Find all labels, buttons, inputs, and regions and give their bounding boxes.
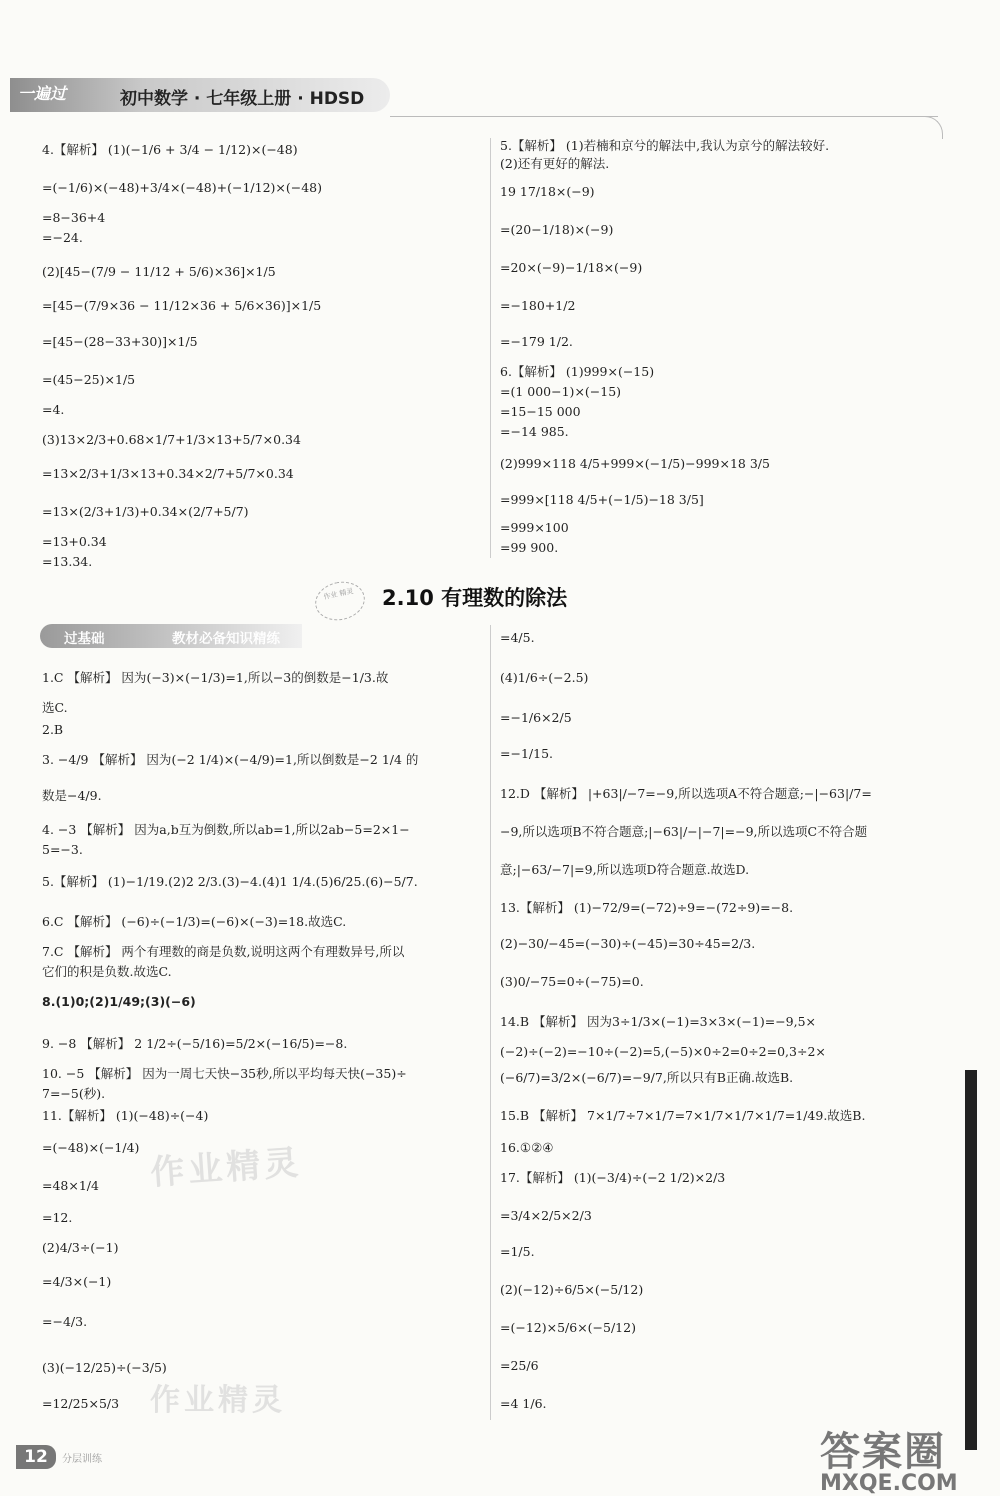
answer-line: 5.【解析】 (1)若楠和京兮的解法中,我认为京兮的解法较好.	[500, 138, 830, 153]
page-edge-bar	[965, 1070, 977, 1450]
answer-line: =−179 1/2.	[500, 334, 573, 349]
answer-line: =(1 000−1)×(−15)	[500, 384, 622, 399]
footer-label: 分层训练	[62, 1454, 102, 1465]
answer-line: 意;|−63/−7|=9,所以选项D符合题意.故选D.	[500, 862, 750, 877]
answer-line: =25/6	[500, 1358, 539, 1373]
answers-top-left	[42, 142, 482, 572]
answer-line: 11.【解析】 (1)(−48)÷(−4)	[42, 1108, 209, 1123]
answer-line: 14.B 【解析】 因为3÷1/3×(−1)=3×3×(−1)=−9,5×	[500, 1014, 817, 1029]
answer-line: =−14 985.	[500, 424, 569, 439]
column-divider-top	[490, 138, 491, 558]
answer-line: 17.【解析】 (1)(−3/4)÷(−2 1/2)×2/3	[500, 1170, 726, 1185]
answer-line: 10. −5 【解析】 因为一周七天快−35秒,所以平均每天快(−35)÷	[42, 1066, 407, 1081]
answer-line: =13.34.	[42, 554, 93, 569]
answer-line: (−6/7)=3/2×(−6/7)=−9/7,所以只有B正确.故选B.	[500, 1070, 794, 1085]
answer-line: 1.C 【解析】 因为(−3)×(−1/3)=1,所以−3的倒数是−1/3.故	[42, 670, 389, 685]
answer-line: =12.	[42, 1210, 73, 1225]
answer-line: =4/5.	[500, 630, 535, 645]
answer-line: (2)999×118 4/5+999×(−1/5)−999×18 3/5	[500, 456, 770, 471]
answer-line: 5=−3.	[42, 842, 83, 857]
answer-line: 4. −3 【解析】 因为a,b互为倒数,所以ab=1,所以2ab−5=2×1−	[42, 822, 410, 837]
answer-line: 9. −8 【解析】 2 1/2÷(−5/16)=5/2×(−16/5)=−8.	[42, 1036, 348, 1051]
answer-line: =20×(−9)−1/18×(−9)	[500, 260, 643, 275]
answer-line: =[45−(7/9×36 − 11/12×36 + 5/6×36)]×1/5	[42, 298, 322, 313]
header-rule-corner	[920, 116, 943, 139]
answer-line: =999×[118 4/5+(−1/5)−18 3/5]	[500, 492, 704, 507]
section-title: 2.10 有理数的除法	[382, 586, 568, 610]
stamp-logo: 作业 精灵	[312, 577, 369, 625]
answer-line: =−4/3.	[42, 1314, 88, 1329]
answer-line: =(−1/6)×(−48)+3/4×(−48)+(−1/12)×(−48)	[42, 180, 322, 195]
answer-line: (2)(−12)÷6/5×(−5/12)	[500, 1282, 644, 1297]
answer-line: 数是−4/9.	[42, 788, 102, 803]
answer-line: =8−36+4	[42, 210, 106, 225]
banner-right-label: 教材必备知识精练	[172, 631, 280, 647]
answer-line: =(20−1/18)×(−9)	[500, 222, 614, 237]
answer-line: =99 900.	[500, 540, 559, 555]
answer-line: (4)1/6÷(−2.5)	[500, 670, 589, 685]
answer-line: =−1/15.	[500, 746, 553, 761]
page-number: 12	[16, 1445, 56, 1469]
header-rule	[390, 116, 938, 117]
answer-line: 8.(1)0;(2)1/49;(3)(−6)	[42, 994, 196, 1009]
answer-line: (2)4/3÷(−1)	[42, 1240, 119, 1255]
answer-line: −9,所以选项B不符合题意;|−63|/−|−7|=−9,所以选项C不符合题	[500, 824, 868, 839]
answer-line: (3)13×2/3+0.68×1/7+1/3×13+5/7×0.34	[42, 432, 301, 447]
answer-line: =4/3×(−1)	[42, 1274, 112, 1289]
answer-line: =15−15 000	[500, 404, 581, 419]
answer-line: =[45−(28−33+30)]×1/5	[42, 334, 198, 349]
answer-line: =−180+1/2	[500, 298, 576, 313]
answer-line: 4.【解析】 (1)(−1/6 + 3/4 − 1/12)×(−48)	[42, 142, 298, 157]
answer-line: =48×1/4	[42, 1178, 99, 1193]
answer-line: 选C.	[42, 700, 68, 715]
answer-line: (2)−30/−45=(−30)÷(−45)=30÷45=2/3.	[500, 936, 756, 951]
answer-line: =1/5.	[500, 1244, 535, 1259]
answer-line: (−2)÷(−2)=−10÷(−2)=5,(−5)×0÷2=0÷2=0,3÷2×	[500, 1044, 826, 1059]
answer-line: 19 17/18×(−9)	[500, 184, 595, 199]
watermark: 作业精灵	[149, 1142, 304, 1194]
answer-line: 6.【解析】 (1)999×(−15)	[500, 364, 655, 379]
answer-line: =−24.	[42, 230, 83, 245]
answer-line: 15.B 【解析】 7×1/7÷7×1/7=7×1/7×1/7×1/7=1/49.故选B.	[500, 1108, 866, 1123]
banner-left-label: 过基础	[64, 631, 105, 647]
column-divider-bottom	[490, 625, 491, 1420]
answer-line: =−1/6×2/5	[500, 710, 572, 725]
answer-line: =4.	[42, 402, 65, 417]
answer-line: (2)[45−(7/9 − 11/12 + 5/6)×36]×1/5	[42, 264, 276, 279]
answer-line: =13×2/3+1/3×13+0.34×2/7+5/7×0.34	[42, 466, 294, 481]
answer-line: 7.C 【解析】 两个有理数的商是负数,说明这两个有理数异号,所以	[42, 944, 405, 959]
answers-top-right	[500, 138, 960, 558]
answer-line: 3. −4/9 【解析】 因为(−2 1/4)×(−4/9)=1,所以倒数是−2 1/4 的	[42, 752, 419, 767]
answer-line: =3/4×2/5×2/3	[500, 1208, 592, 1223]
corner-logo-text: 答案圈	[820, 1429, 946, 1475]
answer-line: =(−48)×(−1/4)	[42, 1140, 140, 1155]
corner-url: MXQE.COM	[820, 1471, 958, 1496]
answers-bottom-left	[42, 670, 487, 1420]
answer-line: 2.B	[42, 722, 64, 737]
answer-line: =(45−25)×1/5	[42, 372, 136, 387]
answer-line: 7=−5(秒).	[42, 1086, 106, 1101]
answer-line: 12.D 【解析】 |+63|/−7=−9,所以选项A不符合题意;−|−63|/7=	[500, 786, 872, 801]
answer-line: (2)还有更好的解法.	[500, 156, 610, 171]
answer-line: =(−12)×5/6×(−5/12)	[500, 1320, 636, 1335]
corner-watermark-logo	[820, 1420, 958, 1496]
answer-line: 它们的积是负数.故选C.	[42, 964, 172, 979]
answer-line: =12/25×5/3	[42, 1396, 120, 1411]
answer-line: (3)0/−75=0÷(−75)=0.	[500, 974, 644, 989]
answer-line: =13+0.34	[42, 534, 107, 549]
header-logo: 一遍过	[18, 84, 67, 103]
answer-line: =999×100	[500, 520, 569, 535]
answer-line: 6.C 【解析】 (−6)÷(−1/3)=(−6)×(−3)=18.故选C.	[42, 914, 347, 929]
answers-bottom-right	[500, 630, 960, 1420]
answer-line: 5.【解析】 (1)−1/19.(2)2 2/3.(3)−4.(4)1 1/4.(5)6/25.(6)−5/7.	[42, 874, 418, 889]
answer-line: =4 1/6.	[500, 1396, 547, 1411]
section-banner	[40, 624, 302, 648]
answer-line: 16.①②④	[500, 1140, 554, 1155]
answer-line: (3)(−12/25)÷(−3/5)	[42, 1360, 167, 1375]
answer-line: 13.【解析】 (1)−72/9=(−72)÷9=−(72÷9)=−8.	[500, 900, 794, 915]
answer-line: =13×(2/3+1/3)+0.34×(2/7+5/7)	[42, 504, 249, 519]
header-title: 初中数学 · 七年级上册 · HDSD	[120, 89, 365, 109]
watermark: 作业精灵	[150, 1383, 286, 1418]
